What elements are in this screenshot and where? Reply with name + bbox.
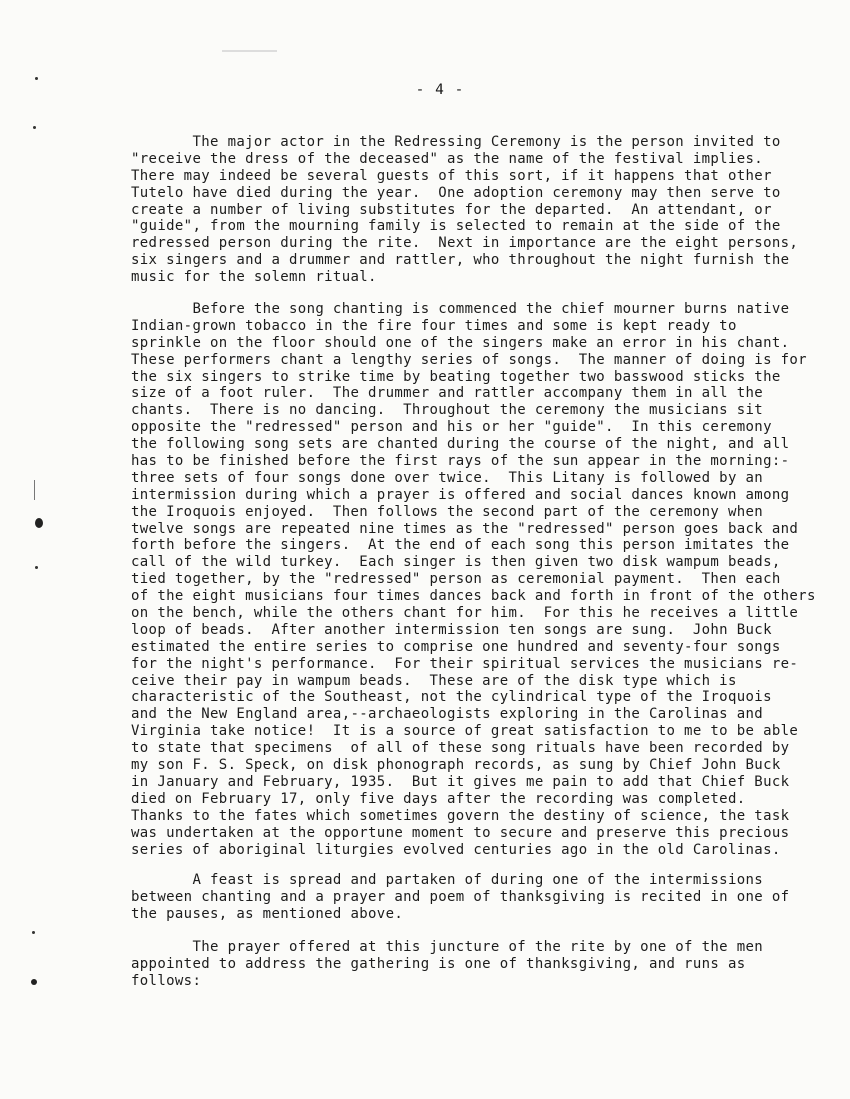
margin-speck [35,77,38,80]
text-line: chants. There is no dancing. Throughout the ceremony the musicians sit [131,402,764,419]
paper-smudge [222,50,277,52]
text-line: the following song sets are chanted during the course of the night, and all [131,436,790,453]
text-line: opposite the "redressed" person and his or her "guide". In this ceremony [131,419,772,436]
text-line: the pauses, as mentioned above. [131,905,404,922]
text-line: redressed person during the rite. Next in importance are the eight persons, [131,235,799,252]
paragraph [131,301,816,858]
text-line: The major actor in the Redressing Ceremony is the person invited to [131,134,781,150]
text-line: between chanting and a prayer and poem of thanksgiving is recited in one of [131,888,790,905]
text-line: died on February 17, only five days after the recording was completed. [131,790,746,807]
text-line: has to be finished before the first rays of the sun appear in the morning:- [131,453,790,470]
text-line: "receive the dress of the deceased" as the name of the festival implies. [131,150,764,167]
text-line: characteristic of the Southeast, not the cylindrical type of the Iroquois [131,689,772,706]
text-line: call of the wild turkey. Each singer is then given two disk wampum beads, [131,554,781,571]
text-line: for the night's performance. For their spiritual services the musicians re- [131,655,799,672]
margin-speck [33,126,36,129]
margin-speck [34,480,35,500]
text-line: in January and February, 1935. But it gives me pain to add that Chief Buck [131,773,790,790]
text-line: Thanks to the fates which sometimes govern the destiny of science, the task [131,807,790,824]
text-line: A feast is spread and partaken of during one of the intermissions [131,872,764,888]
text-line: Indian-grown tobacco in the fire four times and some is kept ready to [131,317,737,334]
text-line: The prayer offered at this juncture of the rite by one of the men [131,939,764,955]
paragraph [131,134,798,286]
text-line: create a number of living substitutes for the departed. An attendant, or [131,201,772,218]
text-line: music for the solemn ritual. [131,269,377,286]
text-line: six singers and a drummer and rattler, who throughout the night furnish the [131,252,790,269]
margin-speck [31,979,37,985]
text-line: three sets of four songs done over twice. This Litany is followed by an [131,469,764,486]
text-line: Before the song chanting is commenced the chief mourner burns native [131,301,790,317]
margin-speck [35,518,43,528]
text-line: Tutelo have died during the year. One adoption ceremony may then serve to [131,184,781,201]
margin-speck [35,566,38,569]
text-line: sprinkle on the floor should one of the singers make an error in his chant. [131,334,790,351]
text-line: loop of beads. After another intermission ten songs are sung. John Buck [131,621,772,638]
text-line: intermission during which a prayer is offered and social dances known among [131,486,790,503]
paragraph [131,872,789,923]
text-line: to state that specimens of all of these song rituals have been recorded by [131,740,790,757]
text-line: "guide", from the mourning family is selected to remain at the side of the [131,218,781,235]
text-line: twelve songs are repeated nine times as the "redressed" person goes back and [131,520,799,537]
text-line: forth before the singers. At the end of each song this person imitates the [131,537,790,554]
text-line: and the New England area,--archaeologists exploring in the Carolinas and [131,706,764,723]
paragraph [131,939,763,990]
text-line: my son F. S. Speck, on disk phonograph records, as sung by Chief John Buck [131,757,781,774]
text-line: Virginia take notice! It is a source of great satisfaction to me to be able [131,723,799,740]
text-line: the six singers to strike time by beating together two basswood sticks the [131,368,781,385]
text-line: size of a foot ruler. The drummer and rattler accompany them in all the [131,385,764,402]
margin-speck [32,931,35,934]
text-line: There may indeed be several guests of this sort, if it happens that other [131,167,772,184]
page-number: - 4 - [415,82,465,98]
text-line: estimated the entire series to comprise one hundred and seventy-four songs [131,638,781,655]
text-line: on the bench, while the others chant for him. For this he receives a little [131,605,799,622]
text-line: the Iroquois enjoyed. Then follows the second part of the ceremony when [131,503,764,520]
text-line: series of aboriginal liturgies evolved centuries ago in the old Carolinas. [131,841,781,858]
text-line: These performers chant a lengthy series of songs. The manner of doing is for [131,351,807,368]
text-line: ceive their pay in wampum beads. These are of the disk type which is [131,672,737,689]
text-line: appointed to address the gathering is one of thanksgiving, and runs as [131,955,746,972]
text-line: of the eight musicians four times dances back and forth in front of the others [131,588,816,605]
text-line: follows: [131,972,202,989]
text-line: was undertaken at the opportune moment to secure and preserve this precious [131,824,790,841]
text-line: tied together, by the "redressed" person as ceremonial payment. Then each [131,571,781,588]
